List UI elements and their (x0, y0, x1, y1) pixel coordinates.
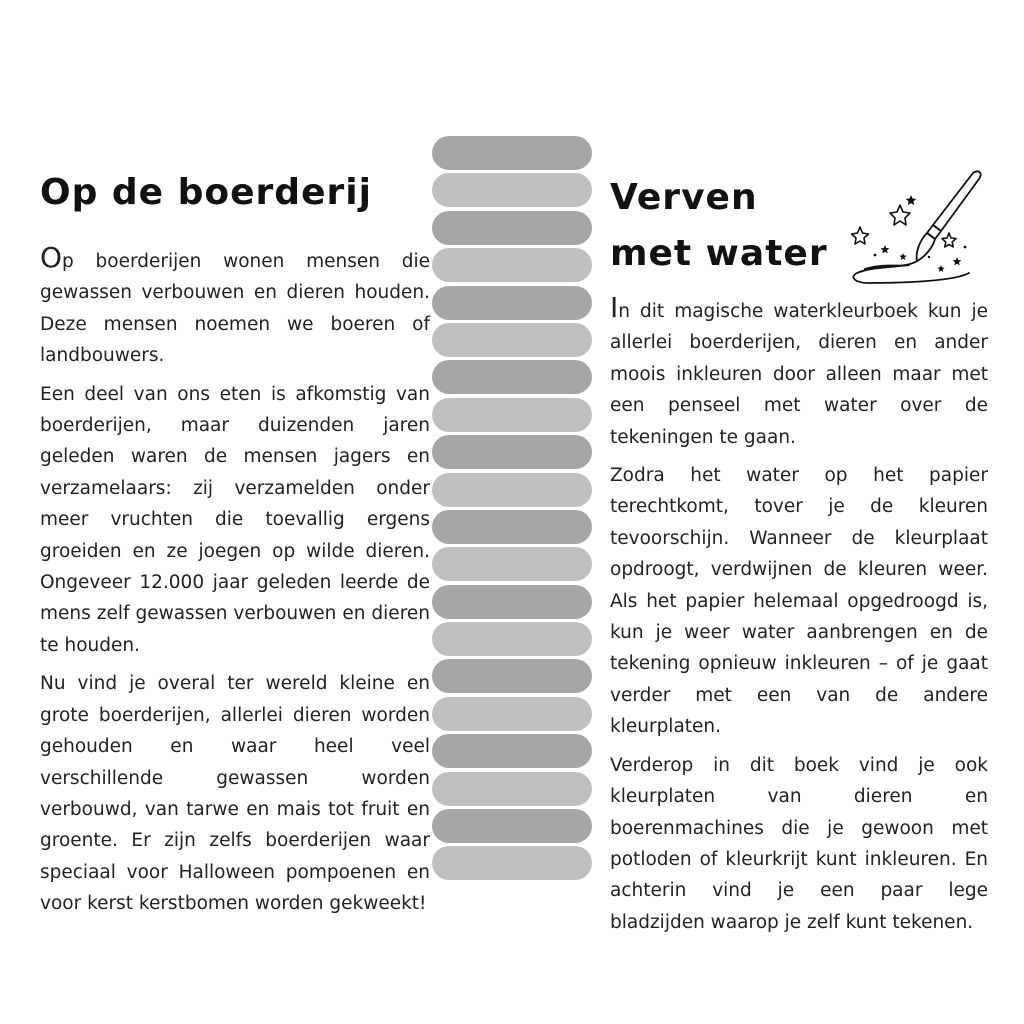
paragraph-text: p boerderijen wonen mensen die gewassen verbouwen en dieren houden. Deze mensen noemen we boeren of landbouwers. (40, 251, 430, 367)
stripe (432, 510, 592, 544)
dropcap: O (40, 241, 63, 274)
left-paragraph-1 (40, 241, 430, 372)
stripe (432, 622, 592, 656)
dropcap: I (610, 291, 619, 324)
stripe (432, 547, 592, 581)
stripe (432, 473, 592, 507)
stripe (432, 360, 592, 394)
stripe (432, 697, 592, 731)
right-paragraph-2: Zodra het water op het papier terechtkomt, tover je de kleuren tevoorschijn. Wanneer de kleurplaat opdroogt, verdwijnen de kleuren weer. Als het papier helemaal opgedroogd is, kun je weer water aanbrengen en de tekening opnieuw inkleuren – of je gaat verder met een van de andere kleurplaten. (610, 465, 988, 738)
paintbrush-stars-icon (845, 165, 985, 290)
stripe (432, 323, 592, 357)
stripe (432, 173, 592, 207)
paragraph-text: n dit magische waterkleurboek kun je allerlei boerderijen, dieren en ander moois inkleuren door alleen maar met een penseel met water over de tekeningen te gaan. (610, 301, 988, 448)
stripe (432, 772, 592, 806)
stripe (432, 435, 592, 469)
stripe (432, 734, 592, 768)
left-title: Op de boerderij (40, 172, 372, 213)
right-paragraph-1 (610, 291, 988, 453)
stripe (432, 846, 592, 880)
center-stripe-divider (432, 136, 592, 884)
right-title (610, 170, 828, 282)
stripe (432, 585, 592, 619)
left-paragraph-3: Nu vind je overal ter wereld kleine en grote boerderijen, allerlei dieren worden gehouden en waar heel veel verschillende gewassen worden verbouwd, van tarwe en mais tot fruit en groente. Er zijn zelfs boerderijen waar speciaal voor Halloween pompoenen en voor kerst kerstbomen worden gekweekt! (40, 673, 430, 915)
stripe (432, 286, 592, 320)
right-body (610, 291, 988, 945)
stripe (432, 248, 592, 282)
stripe (432, 211, 592, 245)
stripe (432, 398, 592, 432)
right-paragraph-3: Verderop in dit boek vind je ook kleurplaten van dieren en boerenmachines die je gewoon met potloden of kleurkrijt kunt inkleuren. En achterin vind je een paar lege bladzijden waarop je zelf kunt tekenen. (610, 754, 988, 933)
left-body (40, 241, 430, 927)
stripe (432, 659, 592, 693)
stripe (432, 809, 592, 843)
stripe (432, 136, 592, 170)
right-title-line-2: met water (610, 233, 828, 274)
left-paragraph-2: Een deel van ons eten is afkomstig van boerderijen, maar duizenden jaren geleden waren de mensen jagers en verzamelaars: zij verzamelden onder meer vruchten die toevallig ergens groeiden en ze joegen op wilde dieren. Ongeveer 12.000 jaar geleden leerde de mens zelf gewassen verbouwen en dieren te houden. (40, 383, 430, 656)
right-title-line-1: Verven (610, 177, 758, 218)
